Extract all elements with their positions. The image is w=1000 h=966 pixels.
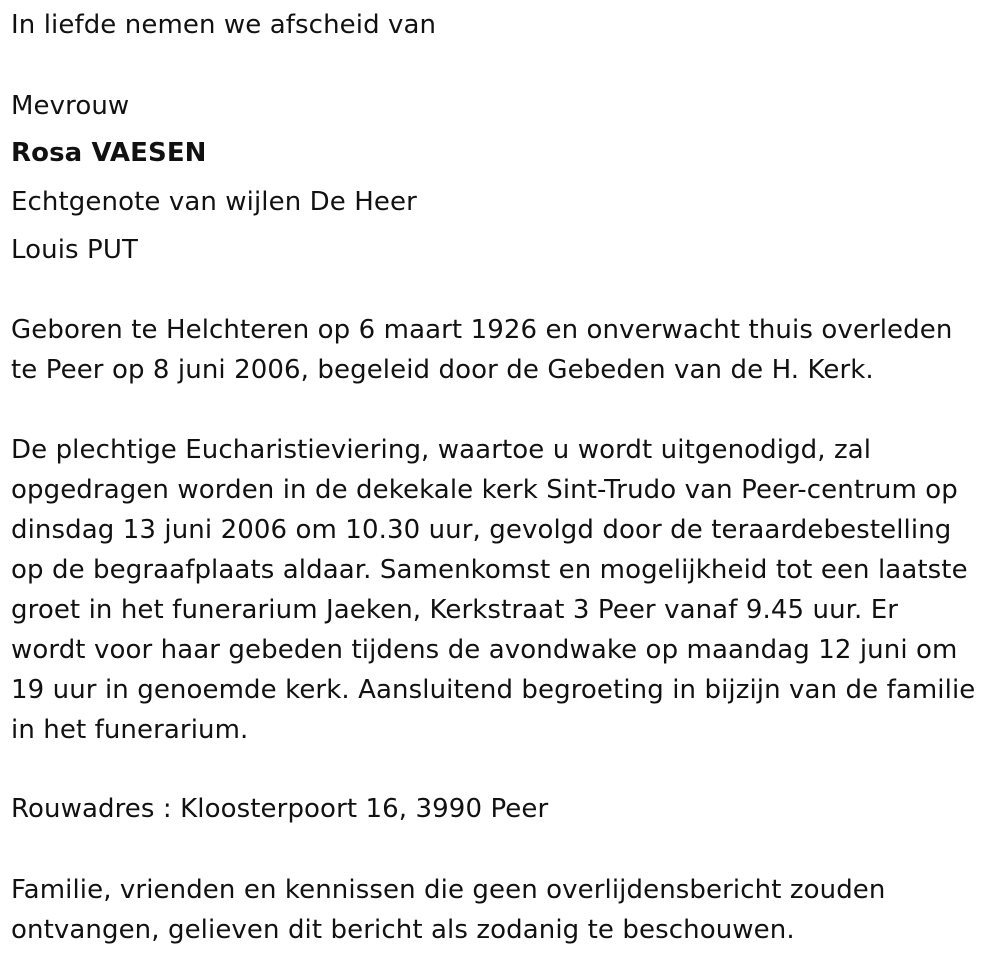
ceremony-line: groet in het funerarium Jaeken, Kerkstraat 3 Peer vanaf 9.45 uur. Er [11, 595, 899, 625]
closing-paragraph [11, 870, 989, 950]
deceased-name: Rosa VAESEN [11, 138, 207, 168]
ceremony-line: dinsdag 13 juni 2006 om 10.30 uur, gevolgd door de teraardebestelling [11, 515, 952, 545]
birth-death-paragraph [11, 310, 989, 390]
salutation: Mevrouw [11, 91, 130, 121]
ceremony-line: De plechtige Eucharistieviering, waartoe u wordt uitgenodigd, zal [11, 435, 872, 465]
ceremony-line: opgedragen worden in de dekekale kerk Sint-Trudo van Peer-centrum op [11, 475, 958, 505]
closing-line: ontvangen, gelieven dit bericht als zodanig te beschouwen. [11, 915, 795, 945]
ceremony-line: 19 uur in genoemde kerk. Aansluitend begroeting in bijzijn van de familie [11, 675, 976, 705]
birth-death-line: te Peer op 8 juni 2006, begeleid door de Gebeden van de H. Kerk. [11, 355, 874, 385]
mourning-address: Rouwadres : Kloosterpoort 16, 3990 Peer [11, 794, 549, 824]
ceremony-line: in het funerarium. [11, 715, 249, 745]
birth-death-line: Geboren te Helchteren op 6 maart 1926 en onverwacht thuis overleden [11, 315, 953, 345]
relation-line-2: Louis PUT [11, 235, 138, 265]
ceremony-line: op de begraafplaats aldaar. Samenkomst en mogelijkheid tot een laatste [11, 555, 968, 585]
ceremony-paragraph [11, 430, 989, 750]
intro-text: In liefde nemen we afscheid van [11, 10, 437, 40]
closing-line: Familie, vrienden en kennissen die geen overlijdensbericht zouden [11, 875, 886, 905]
relation-line-1: Echtgenote van wijlen De Heer [11, 187, 417, 217]
ceremony-line: wordt voor haar gebeden tijdens de avondwake op maandag 12 juni om [11, 635, 958, 665]
